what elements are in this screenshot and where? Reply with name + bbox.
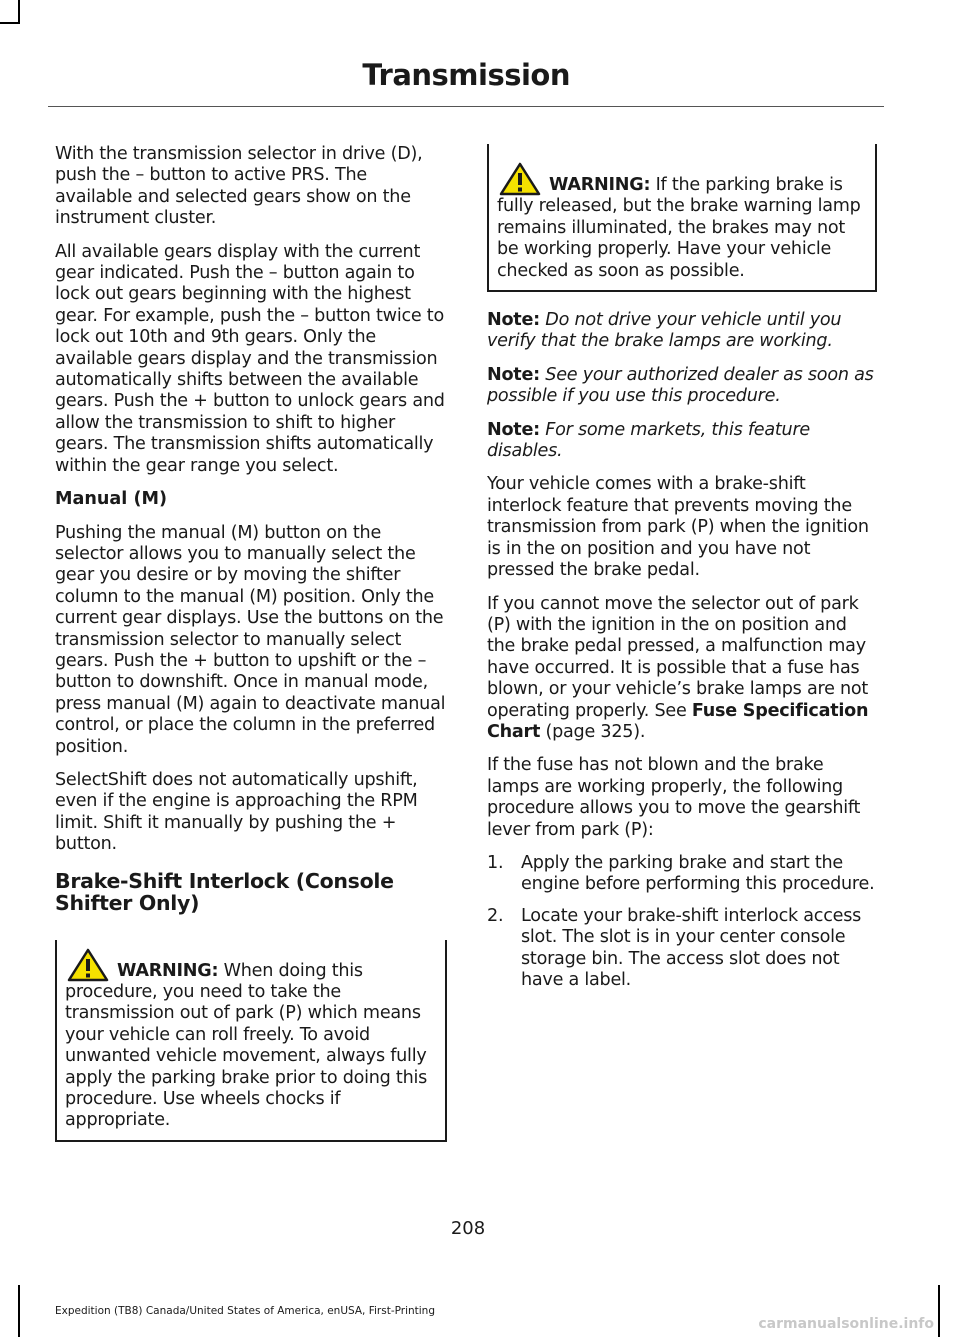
note (487, 365, 879, 408)
note-label: Note: (487, 364, 540, 385)
warning-label: WARNING: (549, 175, 651, 195)
warning-triangle-icon (67, 948, 109, 982)
right-column (487, 144, 879, 1001)
crop-mark (938, 1285, 940, 1337)
warning-box (55, 940, 447, 1142)
note-text: For some markets, this feature disables. (487, 419, 811, 462)
paragraph: All available gears display with the current gear indicated. Push the – button again to lock out gears beginning with the highest gear. For example, push the – button twice to lock out 10th and 9th gears. Only the available gears display and the transmission automatically shifts between the available gears. Push the + button to unlock gears and allow the transmission to shift to higher gears. The transmission shifts automatically within the gear range you select. (55, 241, 445, 476)
crop-mark (18, 0, 20, 22)
paragraph: Your vehicle comes with a brake-shift interlock feature that prevents moving the transmission from park (P) when the ignition is in the on position and you have not pressed the brake pedal. (487, 474, 869, 581)
paragraph: If the fuse has not blown and the brake lamps are working properly, the following procedure allows you to move the gearshift lever from park (P): (487, 755, 861, 840)
procedure-steps (487, 853, 879, 991)
left-column (55, 144, 447, 1160)
header-divider (48, 106, 884, 107)
section-heading: Brake-Shift Interlock (Console Shifter Only) (55, 868, 394, 915)
warning-label: WARNING: (117, 960, 219, 981)
paragraph: Pushing the manual (M) button on the selector allows you to manually select the gear you desire or by moving the shifter column to the manual (M) position. Only the current gear displays. Use the buttons on the transmission selector to manually select gears. Push the + button to upshift or the – button to downshift. Once in manual mode, press manual (M) again to deactivate manual control, or place the column in the preferred position. (55, 522, 446, 757)
watermark: carmanualsonline.info (758, 1316, 934, 1332)
crop-mark (0, 22, 20, 24)
warning-box (487, 144, 877, 292)
crop-mark (18, 1285, 20, 1337)
paragraph (487, 594, 879, 744)
note-text: See your authorized dealer as soon as possible if you use this procedure. (487, 364, 874, 407)
step-text: Locate your brake-shift interlock access slot. The slot is in your center console storage bin. The access slot does not have a label. (521, 905, 862, 990)
warning-triangle-icon (499, 162, 541, 196)
page-reference: (page 325). (540, 721, 646, 742)
fuse-chart-link[interactable]: Fuse Specification Chart (487, 700, 869, 742)
page-title: Transmission (362, 58, 570, 92)
warning-body: When doing this procedure, you need to take the transmission out of park (P) which means your vehicle can roll freely. To avoid unwanted vehicle movement, always fully apply the parking brake prior to doing this procedure. Use wheels chocks if appropriate. (65, 960, 428, 1131)
step-number: 1. (487, 852, 504, 873)
warning-text (65, 948, 437, 1132)
note (487, 420, 879, 463)
list-item (487, 906, 879, 992)
warning-text (497, 162, 867, 282)
paragraph: SelectShift does not automatically upshift, even if the engine is approaching the RPM limit. Shift it manually by pushing the + button. (55, 769, 418, 855)
note-label: Note: (487, 419, 540, 440)
list-item (487, 853, 879, 896)
paragraph-text: If you cannot move the selector out of park (P) with the ignition in the on position and the brake pedal pressed, a malfunction may have occurred. It is possible that a fuse has blown, or your vehicle’s brake lamps are not operating properly. See (487, 593, 869, 721)
step-number: 2. (487, 905, 504, 926)
paragraph: With the transmission selector in drive (D), push the – button to active PRS. The available and selected gears show on the instrument cluster. (55, 144, 423, 229)
warning-body: If the parking brake is fully released, but the brake warning lamp remains illuminated, the brakes may not be working properly. Have your vehicle checked as soon as possible. (497, 175, 861, 281)
page-number: 208 (450, 1218, 486, 1239)
footer-text: Expedition (TB8) Canada/United States of America, enUSA, First-Printing (55, 1305, 436, 1317)
note (487, 310, 879, 353)
note-label: Note: (487, 310, 540, 331)
subheading-manual: Manual (M) (55, 489, 168, 510)
step-text: Apply the parking brake and start the engine before performing this procedure. (521, 852, 875, 895)
note-text: Do not drive your vehicle until you verify that the brake lamps are working. (487, 310, 842, 352)
